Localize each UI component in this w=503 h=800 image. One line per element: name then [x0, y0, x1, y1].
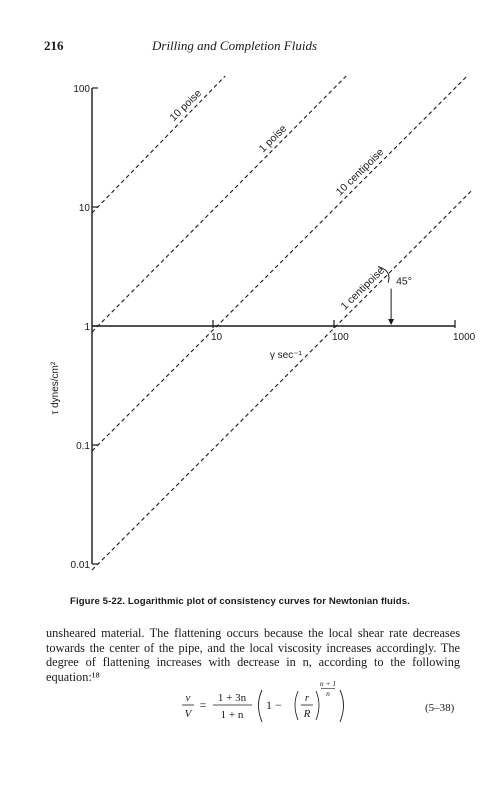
eq-frac-numerator: 1 + 3n [217, 692, 247, 704]
eq-inner-left-paren [295, 691, 298, 720]
eq-equals: = [199, 698, 207, 712]
x-axis-label: γ sec⁻¹ [269, 350, 302, 361]
y-tick-label: 0.1 [76, 441, 90, 452]
page-number: 216 [44, 38, 64, 53]
equation-5-38 [0, 680, 503, 740]
y-tick-label: 0.01 [70, 560, 90, 571]
series-label: 1 centipoise [338, 264, 387, 313]
y-tick-label: 10 [78, 203, 90, 214]
chart-axes [50, 84, 476, 571]
series-label: 1 poise [256, 122, 290, 155]
series-line [92, 76, 225, 213]
eq-left-paren [259, 690, 263, 722]
eq-exp-numerator: n + 1 [319, 680, 337, 688]
y-axis-label: τ dynes/cm² [50, 361, 61, 415]
y-tick-label: 1 [84, 322, 90, 333]
chart-series [92, 76, 471, 570]
body-paragraph: unsheared material. The flattening occurs because the local shear rate decreases towards the center of the pipe, and the local viscosity increases accordingly. The degree of flattening increases with decrease in n, according to the following equation:¹⁸ [46, 626, 460, 684]
angle-annotation: 45° [396, 275, 412, 288]
equation-number: (5–38) [425, 702, 455, 714]
eq-frac-denominator: 1 + n [220, 709, 244, 721]
eq-exp-denominator: n [326, 689, 330, 698]
eq-inner-right-paren [316, 691, 319, 720]
running-title: Drilling and Completion Fluids [152, 38, 318, 53]
series-label: 10 centipoise [333, 146, 387, 199]
eq-right-paren [340, 690, 344, 722]
series-line [92, 76, 346, 332]
eq-one-minus: 1 − [266, 698, 282, 712]
x-tick-label: 100 [332, 332, 349, 343]
eq-lhs-numerator: v [185, 692, 191, 704]
angle-arrowhead [388, 319, 394, 325]
y-tick-label: 100 [73, 84, 90, 95]
series-label: 10 poise [167, 87, 205, 124]
x-tick-label: 1000 [453, 332, 476, 343]
eq-lhs-denominator: V [184, 708, 192, 720]
series-line [92, 191, 471, 570]
figure-caption: Figure 5-22. Logarithmic plot of consistency curves for Newtonian fluids. [70, 596, 410, 607]
x-tick-label: 10 [211, 332, 223, 343]
eq-r-denominator: R [303, 708, 311, 720]
eq-r-numerator: r [304, 692, 310, 704]
chart-labels [167, 87, 412, 325]
